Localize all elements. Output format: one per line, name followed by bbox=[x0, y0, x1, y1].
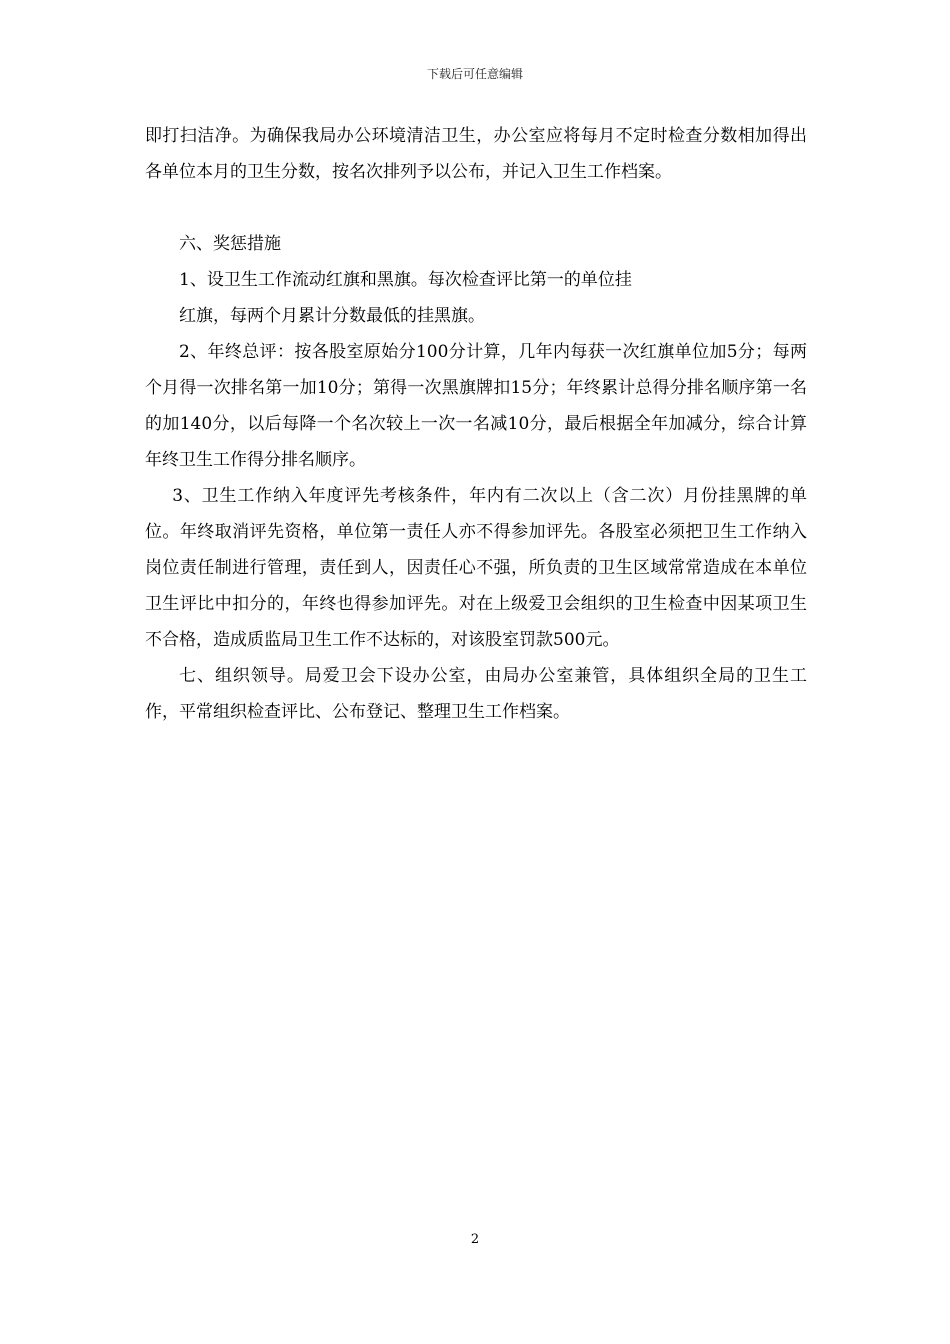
list-item-1-continuation: 红旗，每两个月累计分数最低的挂黑旗。 bbox=[179, 306, 485, 326]
page-number: 2 bbox=[470, 1232, 480, 1247]
list-item-3: 3、卫生工作纳入年度评先考核条件，年内有二次以上（含二次）月份挂黑牌的单位。年终取消评先资格，单位第一责任人亦不得参加评先。各股室必须把卫生工作纳入岗位责任制进行管理，责任到人，因责任心不强，所负责的卫生区域常常造成在本单位卫生评比中扣分的，年终也得参加评先。对在上级爱卫会组织的卫生检查中因某项卫生不合格，造成质监局卫生工作不达标的，对该股室罚款500元。 bbox=[145, 486, 807, 650]
document-body bbox=[145, 118, 807, 730]
paragraph-continuation: 即打扫洁净。为确保我局办公环境清洁卫生，办公室应将每月不定时检查分数相加得出各单位本月的卫生分数，按名次排列予以公布，并记入卫生工作档案。 bbox=[145, 126, 807, 182]
list-item-2: 2、年终总评：按各股室原始分100分计算，几年内每获一次红旗单位加5分；每两个月得一次排名第一加10分；第得一次黑旗牌扣15分；年终累计总得分排名顺序第一名的加140分，以后每降一个名次较上一次一名减10分，最后根据全年加减分，综合计算年终卫生工作得分排名顺序。 bbox=[145, 342, 807, 470]
section-heading-organization: 七、组织领导。局爱卫会下设办公室，由局办公室兼管，具体组织全局的卫生工作，平常组织检查评比、公布登记、整理卫生工作档案。 bbox=[145, 666, 807, 722]
list-item-1: 1、设卫生工作流动红旗和黑旗。每次检查评比第一的单位挂 bbox=[179, 270, 632, 290]
page-header: 下载后可任意编辑 bbox=[426, 67, 523, 81]
section-heading-rewards-penalties: 六、奖惩措施 bbox=[179, 234, 281, 254]
